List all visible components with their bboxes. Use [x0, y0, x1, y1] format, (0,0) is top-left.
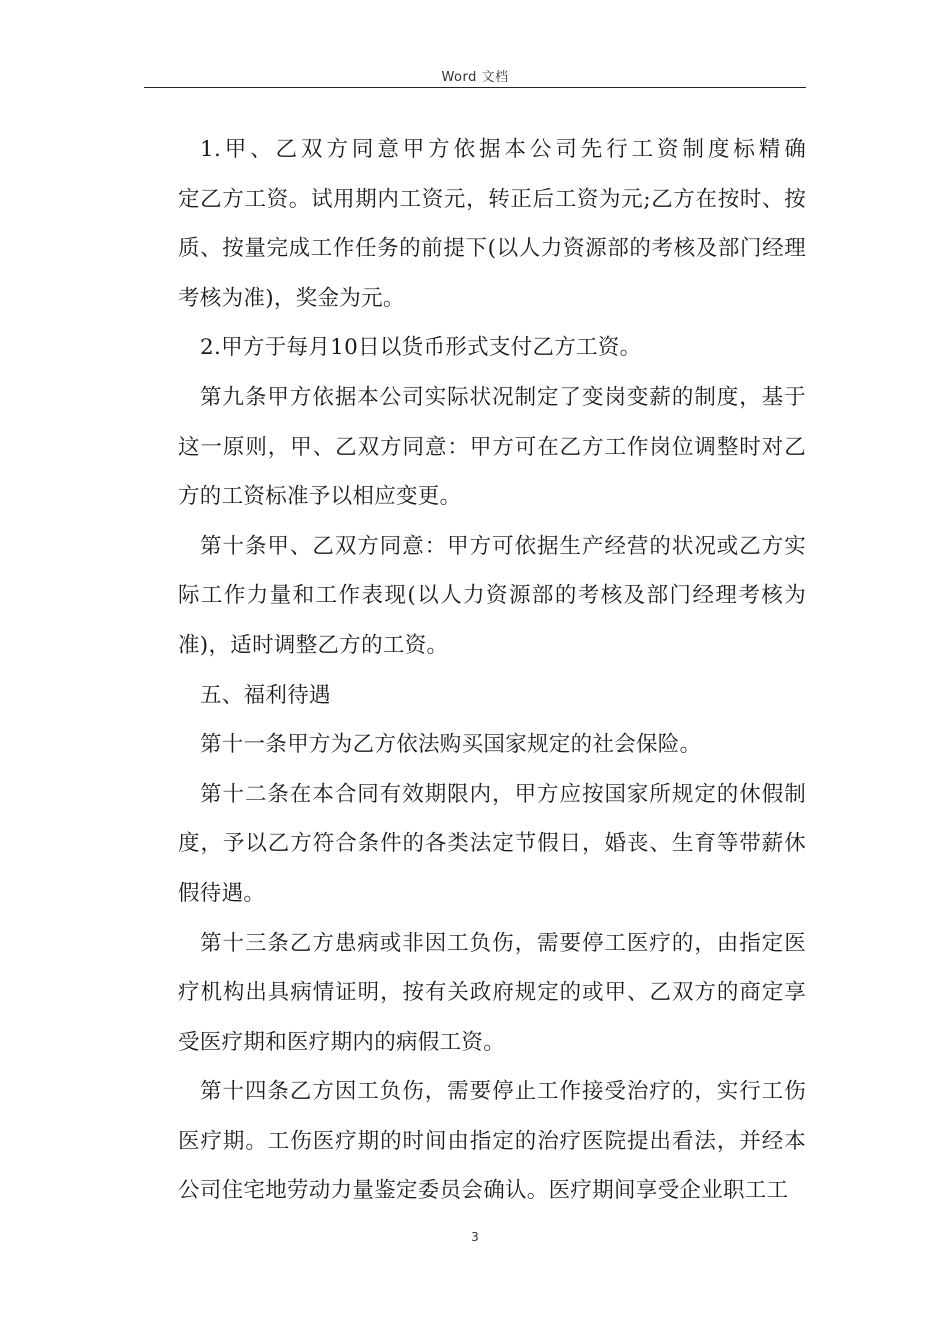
- paragraph-article-11: 第十一条甲方为乙方依法购买国家规定的社会保险。: [200, 732, 702, 758]
- header-divider: [144, 87, 806, 88]
- document-header-title: Word 文档: [441, 70, 509, 85]
- section-heading-benefits: 五、福利待遇: [200, 682, 331, 708]
- paragraph-article-12: 第十二条在本合同有效期限内，甲方应按国家所规定的休假制度，予以乙方符合条件的各类法定节假日，婚丧、生育等带薪休假待遇。: [178, 781, 806, 906]
- paragraph-salary-terms: 1.甲、乙双方同意甲方依据本公司先行工资制度标精确 定乙方工资。试用期内工资元，转正后工资为元;乙方在按时、按质、按量完成工作任务的前提下(以人力资源部的考核及部门经理考核为准)，奖金为元。: [178, 137, 872, 311]
- paragraph-article-9: 第九条甲方依据本公司实际状况制定了变岗变薪的制度，基于这一原则，甲、乙双方同意：甲方可在乙方工作岗位调整时对乙方的工资标准予以相应变更。: [178, 384, 806, 510]
- paragraph-article-10: 第十条甲、乙双方同意：甲方可依据生产经营的状况或乙方实际工作力量和工作表现(以人力资源部的考核及部门经理考核为准)，适时调整乙方的工资。: [178, 533, 806, 658]
- paragraph-article-13: 第十三条乙方患病或非因工负伤，需要停工医疗的，由指定医疗机构出具病情证明，按有关政府规定的或甲、乙双方的商定享受医疗期和医疗期内的病假工资。: [178, 930, 806, 1055]
- document-body: [178, 125, 872, 1216]
- paragraph-article-14: 第十四条乙方因工负伤，需要停止工作接受治疗的，实行工伤医疗期。工伤医疗期的时间由指定的治疗医院提出看法，并经本公司住宅地劳动力量鉴定委员会确认。医疗期间享受企业职工工: [178, 1079, 806, 1204]
- paragraph-payment-date: 2.甲方于每月10日以货币形式支付乙方工资。: [200, 335, 642, 361]
- page-number: 3: [471, 1230, 479, 1244]
